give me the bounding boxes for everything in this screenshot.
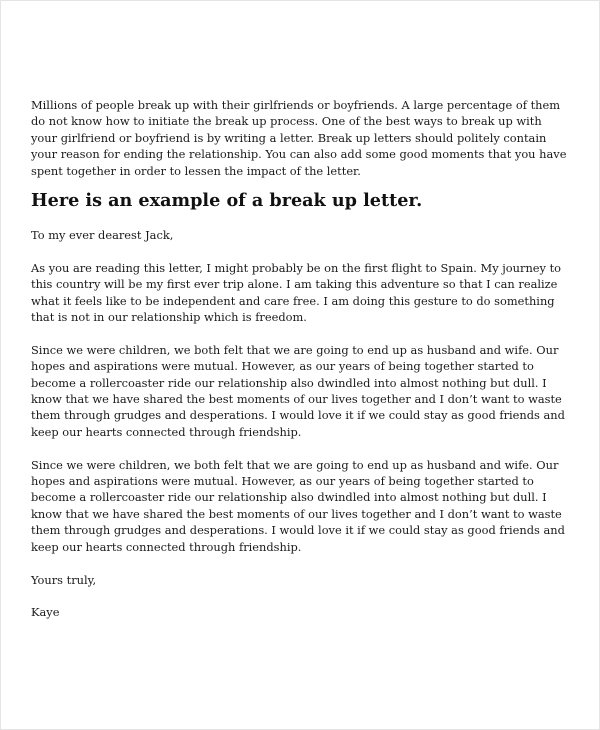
letter-paragraph-1: As you are reading this letter, I might probably be on the first flight to Spain. My journey to this country will be my first ever trip alone. I am taking this adventure so that I can realize what it feels like to be independent and care free. I am doing this gesture to do something that is not in our relationship which is freedom. (31, 260, 562, 325)
letter-paragraph-2: Since we were children, we both felt that we are going to end up as husband and wife. Our hopes and aspirations were mutual. However, as our years of being together started to become a rollercoaster ride our relationship also dwindled into almost nothing but dull. I know that we have shared the best moments of our lives together and I don’t want to waste them through grudges and desperations. I would love it if we could stay as good friends and keep our hearts connected through friendship. (31, 342, 565, 439)
letter-signature: Kaye (31, 605, 60, 620)
document-content (31, 97, 571, 637)
section-heading: Here is an example of a break up letter. (31, 190, 423, 212)
letter-closing: Yours truly, (31, 572, 97, 587)
letter-paragraph-3: Since we were children, we both felt that we are going to end up as husband and wife. Our hopes and aspirations were mutual. However, as our years of being together started to become a rollercoaster ride our relationship also dwindled into almost nothing but dull. I know that we have shared the best moments of our lives together and I don’t want to waste them through grudges and desperations. I would love it if we could stay as good friends and keep our hearts connected through friendship. (31, 457, 565, 554)
intro-paragraph: Millions of people break up with their girlfriends or boyfriends. A large percentage of them do not know how to initiate the break up process. One of the best ways to break up with your girlfriend or boyfriend is by writing a letter. Break up letters should politely contain your reason for ending the relationship. You can also add some good moments that you have spent together in order to lessen the impact of the letter. (31, 98, 567, 178)
letter-salutation: To my ever dearest Jack, (31, 228, 174, 243)
